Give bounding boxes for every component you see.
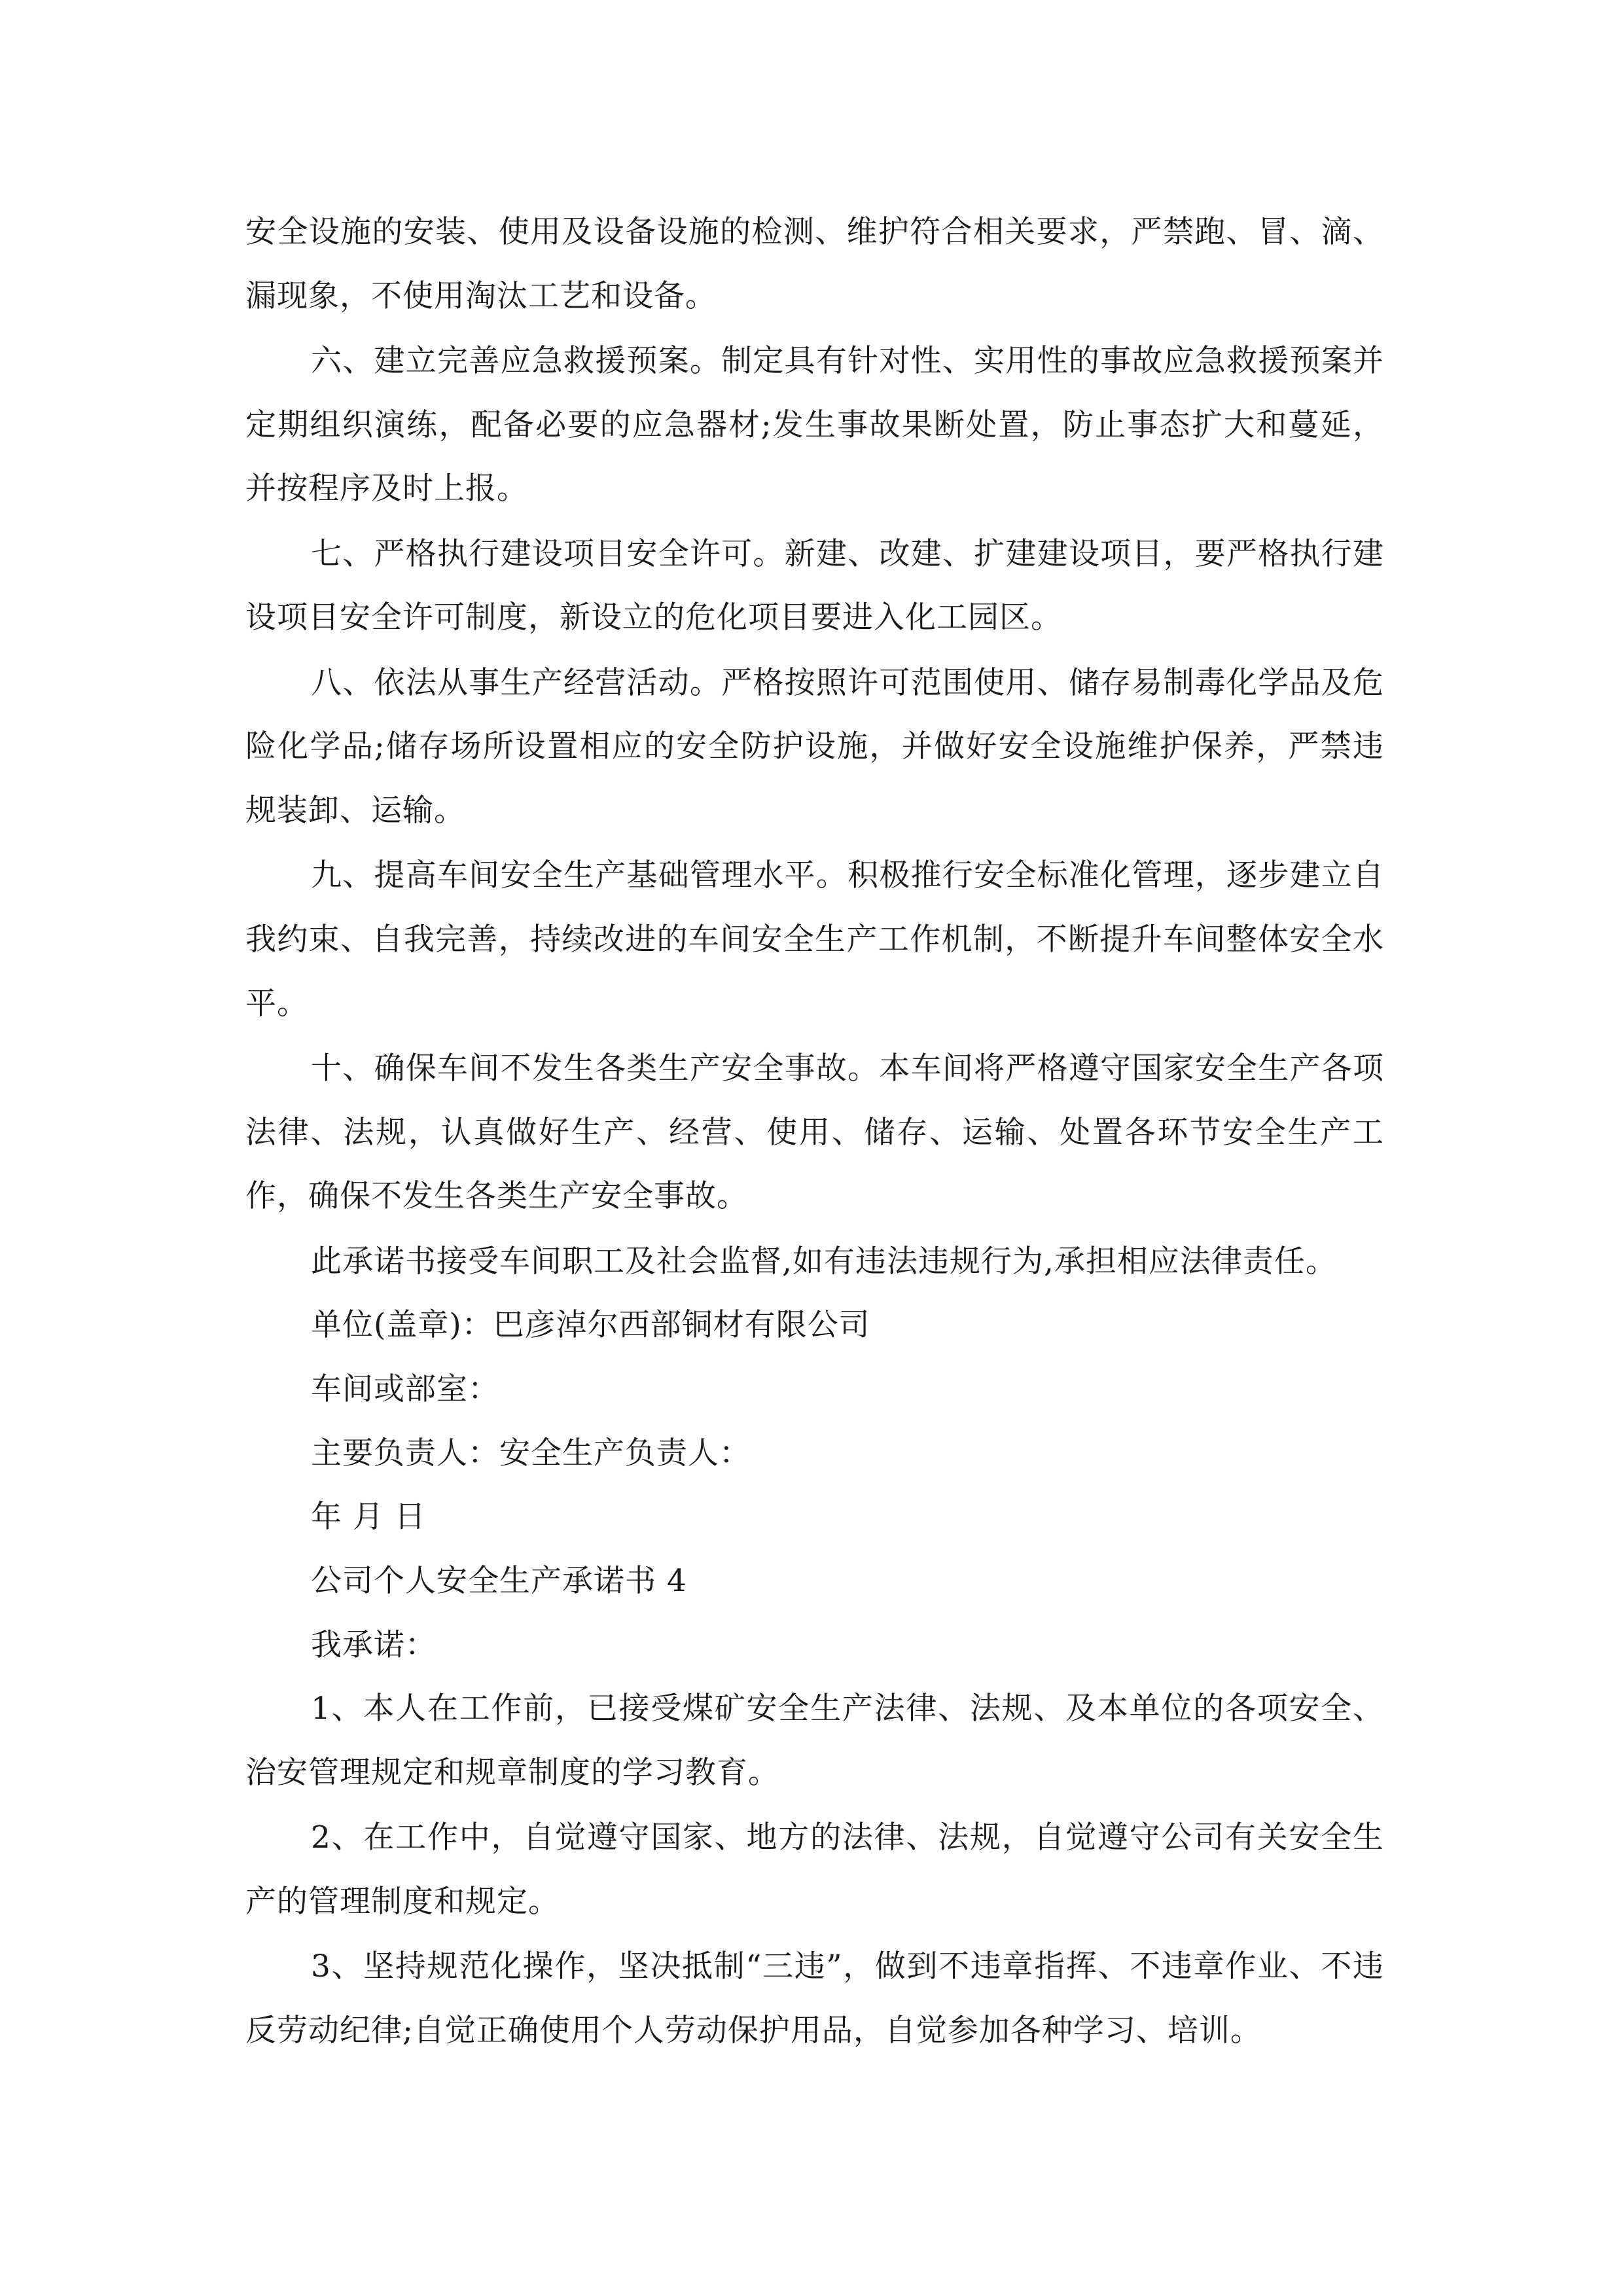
paragraph-item-10: 十、确保车间不发生各类生产安全事故。本车间将严格遵守国家安全生产各项法律、法规，认真做好生产、经营、使用、储存、运输、处置各环节安全生产工作，确保不发生各类生产安全事故。: [245, 1050, 1384, 1215]
pledge-intro: 我承诺：: [311, 1626, 437, 1663]
supervision-statement: 此承诺书接受车间职工及社会监督,如有违法违规行为,承担相应法律责任。: [311, 1243, 1337, 1280]
paragraph-continuation: 安全设施的安装、使用及设备设施的检测、维护符合相关要求，严禁跑、冒、滴、漏现象，不使用淘汰工艺和设备。: [245, 214, 1384, 314]
document-page: [245, 200, 1384, 2064]
pledge-item-3: 3、坚持规范化操作，坚决抵制“三违”，做到不违章指挥、不违章作业、不违反劳动纪律;自觉正确使用个人劳动保护用品，自觉参加各种学习、培训。: [245, 1948, 1384, 2049]
paragraph-item-8: 八、依法从事生产经营活动。严格按照许可范围使用、储存易制毒化学品及危险化学品;储存场所设置相应的安全防护设施，并做好安全设施维护保养，严禁违规装卸、运输。: [245, 664, 1384, 829]
pledge-item-1: 1、本人在工作前，已接受煤矿安全生产法律、法规、及本单位的各项安全、治安管理规定和规章制度的学习教育。: [245, 1691, 1384, 1791]
pledge-item-2: 2、在工作中，自觉遵守国家、地方的法律、法规，自觉遵守公司有关安全生产的管理制度和规定。: [245, 1820, 1384, 1920]
unit-seal-line: 单位(盖章)：巴彦淖尔西部铜材有限公司: [311, 1307, 870, 1344]
department-line: 车间或部室：: [311, 1371, 499, 1407]
section-title: 公司个人安全生产承诺书 4: [311, 1563, 687, 1600]
paragraph-item-6: 六、建立完善应急救援预案。制定具有针对性、实用性的事故应急救援预案并定期组织演练，配备必要的应急器材;发生事故果断处置，防止事态扩大和蔓延，并按程序及时上报。: [245, 342, 1384, 507]
responsible-person-line: 主要负责人：安全生产负责人：: [311, 1435, 751, 1471]
paragraph-item-7: 七、严格执行建设项目安全许可。新建、改建、扩建建设项目，要严格执行建设项目安全许可制度，新设立的危化项目要进入化工园区。: [245, 535, 1384, 636]
paragraph-item-9: 九、提高车间安全生产基础管理水平。积极推行安全标准化管理，逐步建立自我约束、自我完善，持续改进的车间安全生产工作机制，不断提升车间整体安全水平。: [245, 857, 1384, 1022]
date-line: 年 月 日: [311, 1499, 426, 1535]
